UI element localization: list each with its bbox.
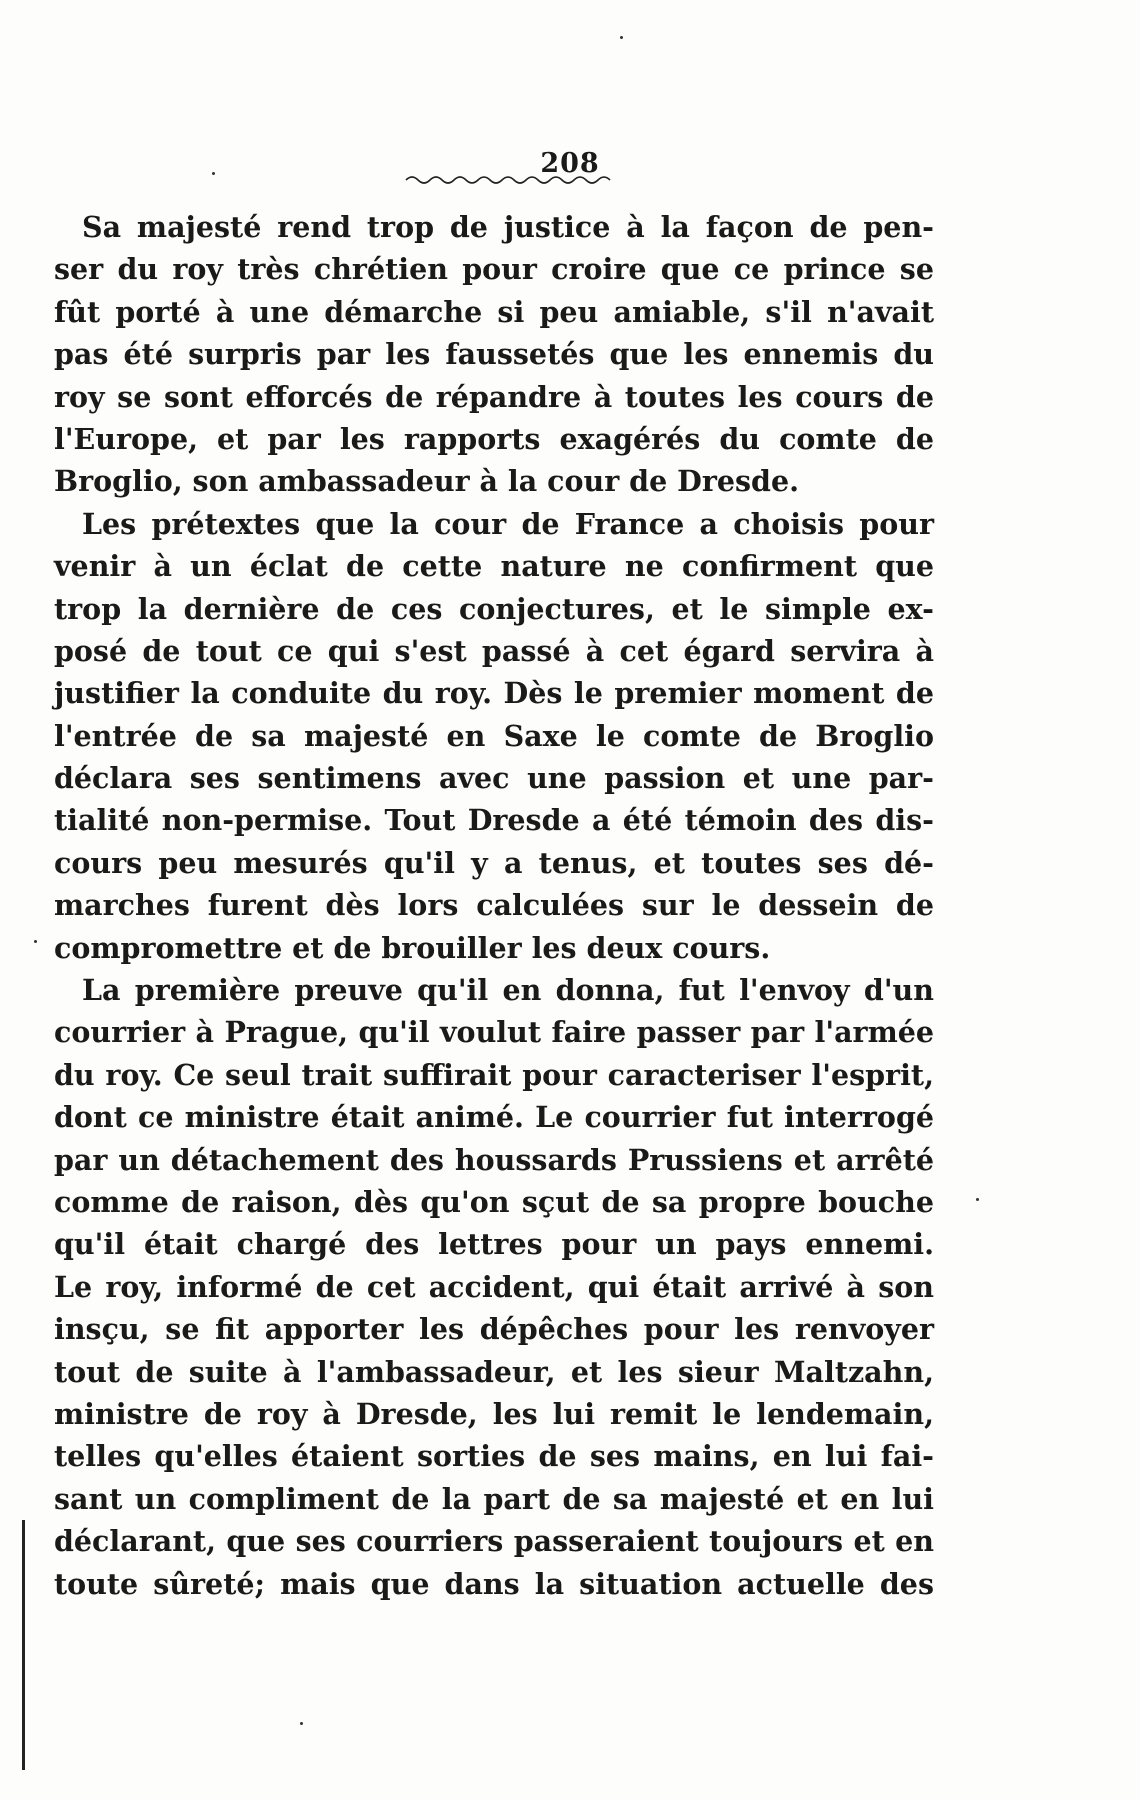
text-line: ministre de roy à Dresde, les lui remit le lendemain,	[54, 1396, 934, 1431]
ink-speck	[976, 1198, 979, 1201]
text-line: comme de raison, dès qu'on sçut de sa propre bouche	[54, 1184, 934, 1219]
text-line: posé de tout ce qui s'est passé à cet égard servira à	[54, 633, 934, 668]
text-line: Sa majesté rend trop de justice à la façon de pen-	[82, 210, 934, 244]
text-line: du roy. Ce seul trait suffirait pour caracteriser l'esprit,	[54, 1057, 934, 1092]
text-line: toute sûreté; mais que dans la situation actuelle des	[54, 1566, 934, 1601]
text-line: tout de suite à l'ambassadeur, et les sieur Maltzahn,	[54, 1354, 934, 1389]
text-line: telles qu'elles étaient sorties de ses mains, en lui fai-	[54, 1439, 934, 1474]
text-line: marches furent dès lors calculées sur le dessein de	[54, 888, 934, 923]
ink-speck	[620, 36, 623, 39]
text-line: pas été surpris par les faussetés que les ennemis du	[54, 337, 934, 372]
ink-speck	[300, 1722, 303, 1725]
page-number: 208	[540, 148, 600, 179]
text-line: déclarant, que ses courriers passeraient toujours et en	[54, 1524, 934, 1559]
margin-rule	[22, 1520, 25, 1770]
text-line: l'entrée de sa majesté en Saxe le comte de Broglio	[54, 718, 934, 753]
text-line: par un détachement des houssards Prussiens et arrêté	[54, 1142, 934, 1177]
text-line: qu'il était chargé des lettres pour un pays ennemi.	[54, 1227, 934, 1262]
body-text	[54, 206, 934, 1605]
text-line: justifier la conduite du roy. Dès le premier moment de	[54, 676, 934, 711]
text-line: l'Europe, et par les rapports exagérés du comte de	[54, 421, 934, 456]
ink-speck	[212, 172, 215, 175]
text-line: insçu, se fit apporter les dépêches pour les renvoyer	[54, 1312, 934, 1347]
text-line: La première preuve qu'il en donna, fut l'envoy d'un	[82, 973, 934, 1008]
text-line: déclara ses sentimens avec une passion et une par-	[54, 761, 934, 796]
text-line: trop la dernière de ces conjectures, et le simple ex-	[54, 591, 934, 626]
text-line: compromettre et de brouiller les deux cours.	[54, 930, 771, 965]
text-line: sant un compliment de la part de sa majesté et en lui	[54, 1481, 934, 1516]
text-line: fût porté à une démarche si peu amiable, s'il n'avait	[54, 294, 934, 329]
text-line: cours peu mesurés qu'il y a tenus, et toutes ses dé-	[54, 845, 934, 880]
text-line: tialité non-permise. Tout Dresde a été témoin des dis-	[54, 803, 934, 838]
text-line: ser du roy très chrétien pour croire que ce prince se	[54, 252, 934, 287]
text-line: roy se sont efforcés de répandre à toutes les cours de	[54, 379, 934, 414]
text-line: Les prétextes que la cour de France a choisis pour	[82, 506, 934, 541]
wavy-ornament-rule	[404, 172, 614, 188]
text-line: courrier à Prague, qu'il voulut faire passer par l'armée	[54, 1015, 934, 1050]
ink-speck	[34, 940, 37, 943]
text-line: Broglio, son ambassadeur à la cour de Dresde.	[54, 464, 800, 499]
text-line: dont ce ministre était animé. Le courrier fut interrogé	[54, 1100, 934, 1135]
text-line: Le roy, informé de cet accident, qui était arrivé à son	[54, 1269, 934, 1304]
text-line: venir à un éclat de cette nature ne confirment que	[54, 549, 934, 584]
